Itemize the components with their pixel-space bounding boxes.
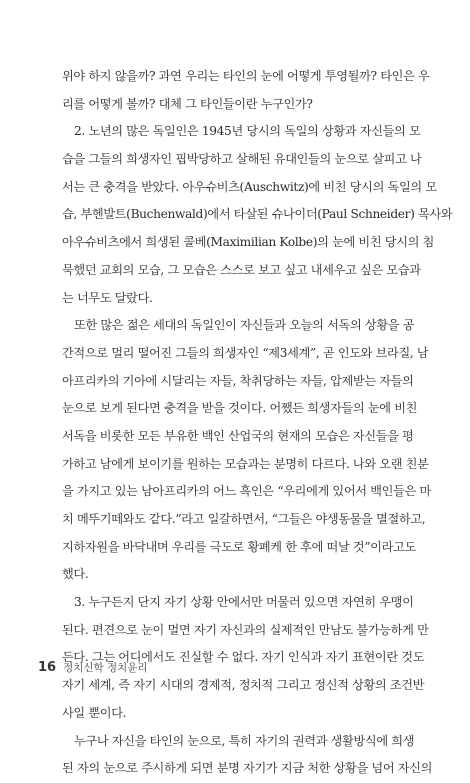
text-line: 아우슈비츠에서 희생된 콜베(Maximilian Kolbe)의 눈에 비친 당시의 침 [62, 235, 435, 250]
page-number: 16 [38, 660, 57, 675]
text-line: 는 너무도 달랐다. [62, 290, 153, 305]
text-line: 했다. [62, 567, 89, 582]
text-line: 서독을 비롯한 모든 부유한 백인 산업국의 현재의 모습은 자신들을 평 [62, 428, 414, 443]
text-line: 가하고 남에게 보이기를 원하는 모습과는 분명히 다르다. 나와 오랜 친분 [62, 456, 429, 471]
text-line: 사일 뿐이다. [62, 705, 127, 720]
text-line: 치 메뚜기떼와도 같다.”라고 일갈하면서, “그들은 야생동물을 멸절하고, [62, 512, 426, 526]
text-line: 자기 세계, 즉 자기 시대의 경제적, 정치적 그리고 정신적 상황의 조건반 [62, 678, 425, 693]
text-line: 3. 누구든지 단지 자기 상황 안에서만 머물러 있으면 자연히 우맹이 [74, 595, 414, 610]
text-line: 습, 부헨발트(Buchenwald)에서 타살된 슈나이더(Paul Schneider) 목사와 [62, 207, 453, 222]
text-line: 간적으로 멀리 떨어진 그들의 희생자인 “제3세계”, 곧 인도와 브라질, 남 [62, 345, 429, 360]
text-line: 위야 하지 않을까? 과연 우리는 타인의 눈에 어떻게 투영될까? 타인은 우 [62, 69, 430, 83]
running-title: 정치신학 정치윤리 [63, 662, 148, 674]
text-line: 습을 그들의 희생자인 핍박당하고 살해된 유대인들의 눈으로 살피고 나 [62, 152, 422, 167]
text-line: 든다. 그는 어디에서도 진실할 수 없다. 자기 인식과 자기 표현이란 것도 [62, 650, 425, 665]
text-line: 묵했던 교회의 모습, 그 모습은 스스로 보고 싶고 내세우고 싶은 모습과 [62, 262, 421, 277]
text-line: 아프리카의 기아에 시달리는 자들, 착취당하는 자들, 압제받는 자들의 [62, 373, 414, 388]
text-line: 서는 큰 충격을 받았다. 아우슈비츠(Auschwitz)에 비친 당시의 독일의 모 [62, 179, 437, 194]
text-line: 된 자의 눈으로 주시하게 되면 분명 자기가 지금 처한 상황을 넘어 자신의 [62, 761, 433, 776]
text-line: 지하자원을 바닥내며 우리를 극도로 황폐케 한 후에 떠날 것”이라고도 [62, 539, 416, 554]
text-line: 눈으로 보게 된다면 충격을 받을 것이다. 어쨌든 희생자들의 눈에 비친 [62, 401, 418, 416]
text-line: 을 가지고 있는 남아프리카의 어느 흑인은 “우리에게 있어서 백인들은 마 [62, 484, 431, 499]
text-line: 누구나 자신을 타인의 눈으로, 특히 자기의 권력과 생활방식에 희생 [74, 733, 415, 748]
page-footer [38, 660, 148, 675]
text-line: 리를 어떻게 볼까? 대체 그 타인들이란 누구인가? [62, 96, 313, 111]
text-line: 된다. 편견으로 눈이 멀면 자기 자신과의 실제적인 만남도 불가능하게 만 [62, 622, 429, 637]
text-line: 또한 많은 젊은 세대의 독일인이 자신들과 오늘의 서독의 상황을 공 [74, 318, 415, 333]
text-line: 2. 노년의 많은 독일인은 1945년 당시의 독일의 상황과 자신들의 모 [74, 124, 421, 139]
